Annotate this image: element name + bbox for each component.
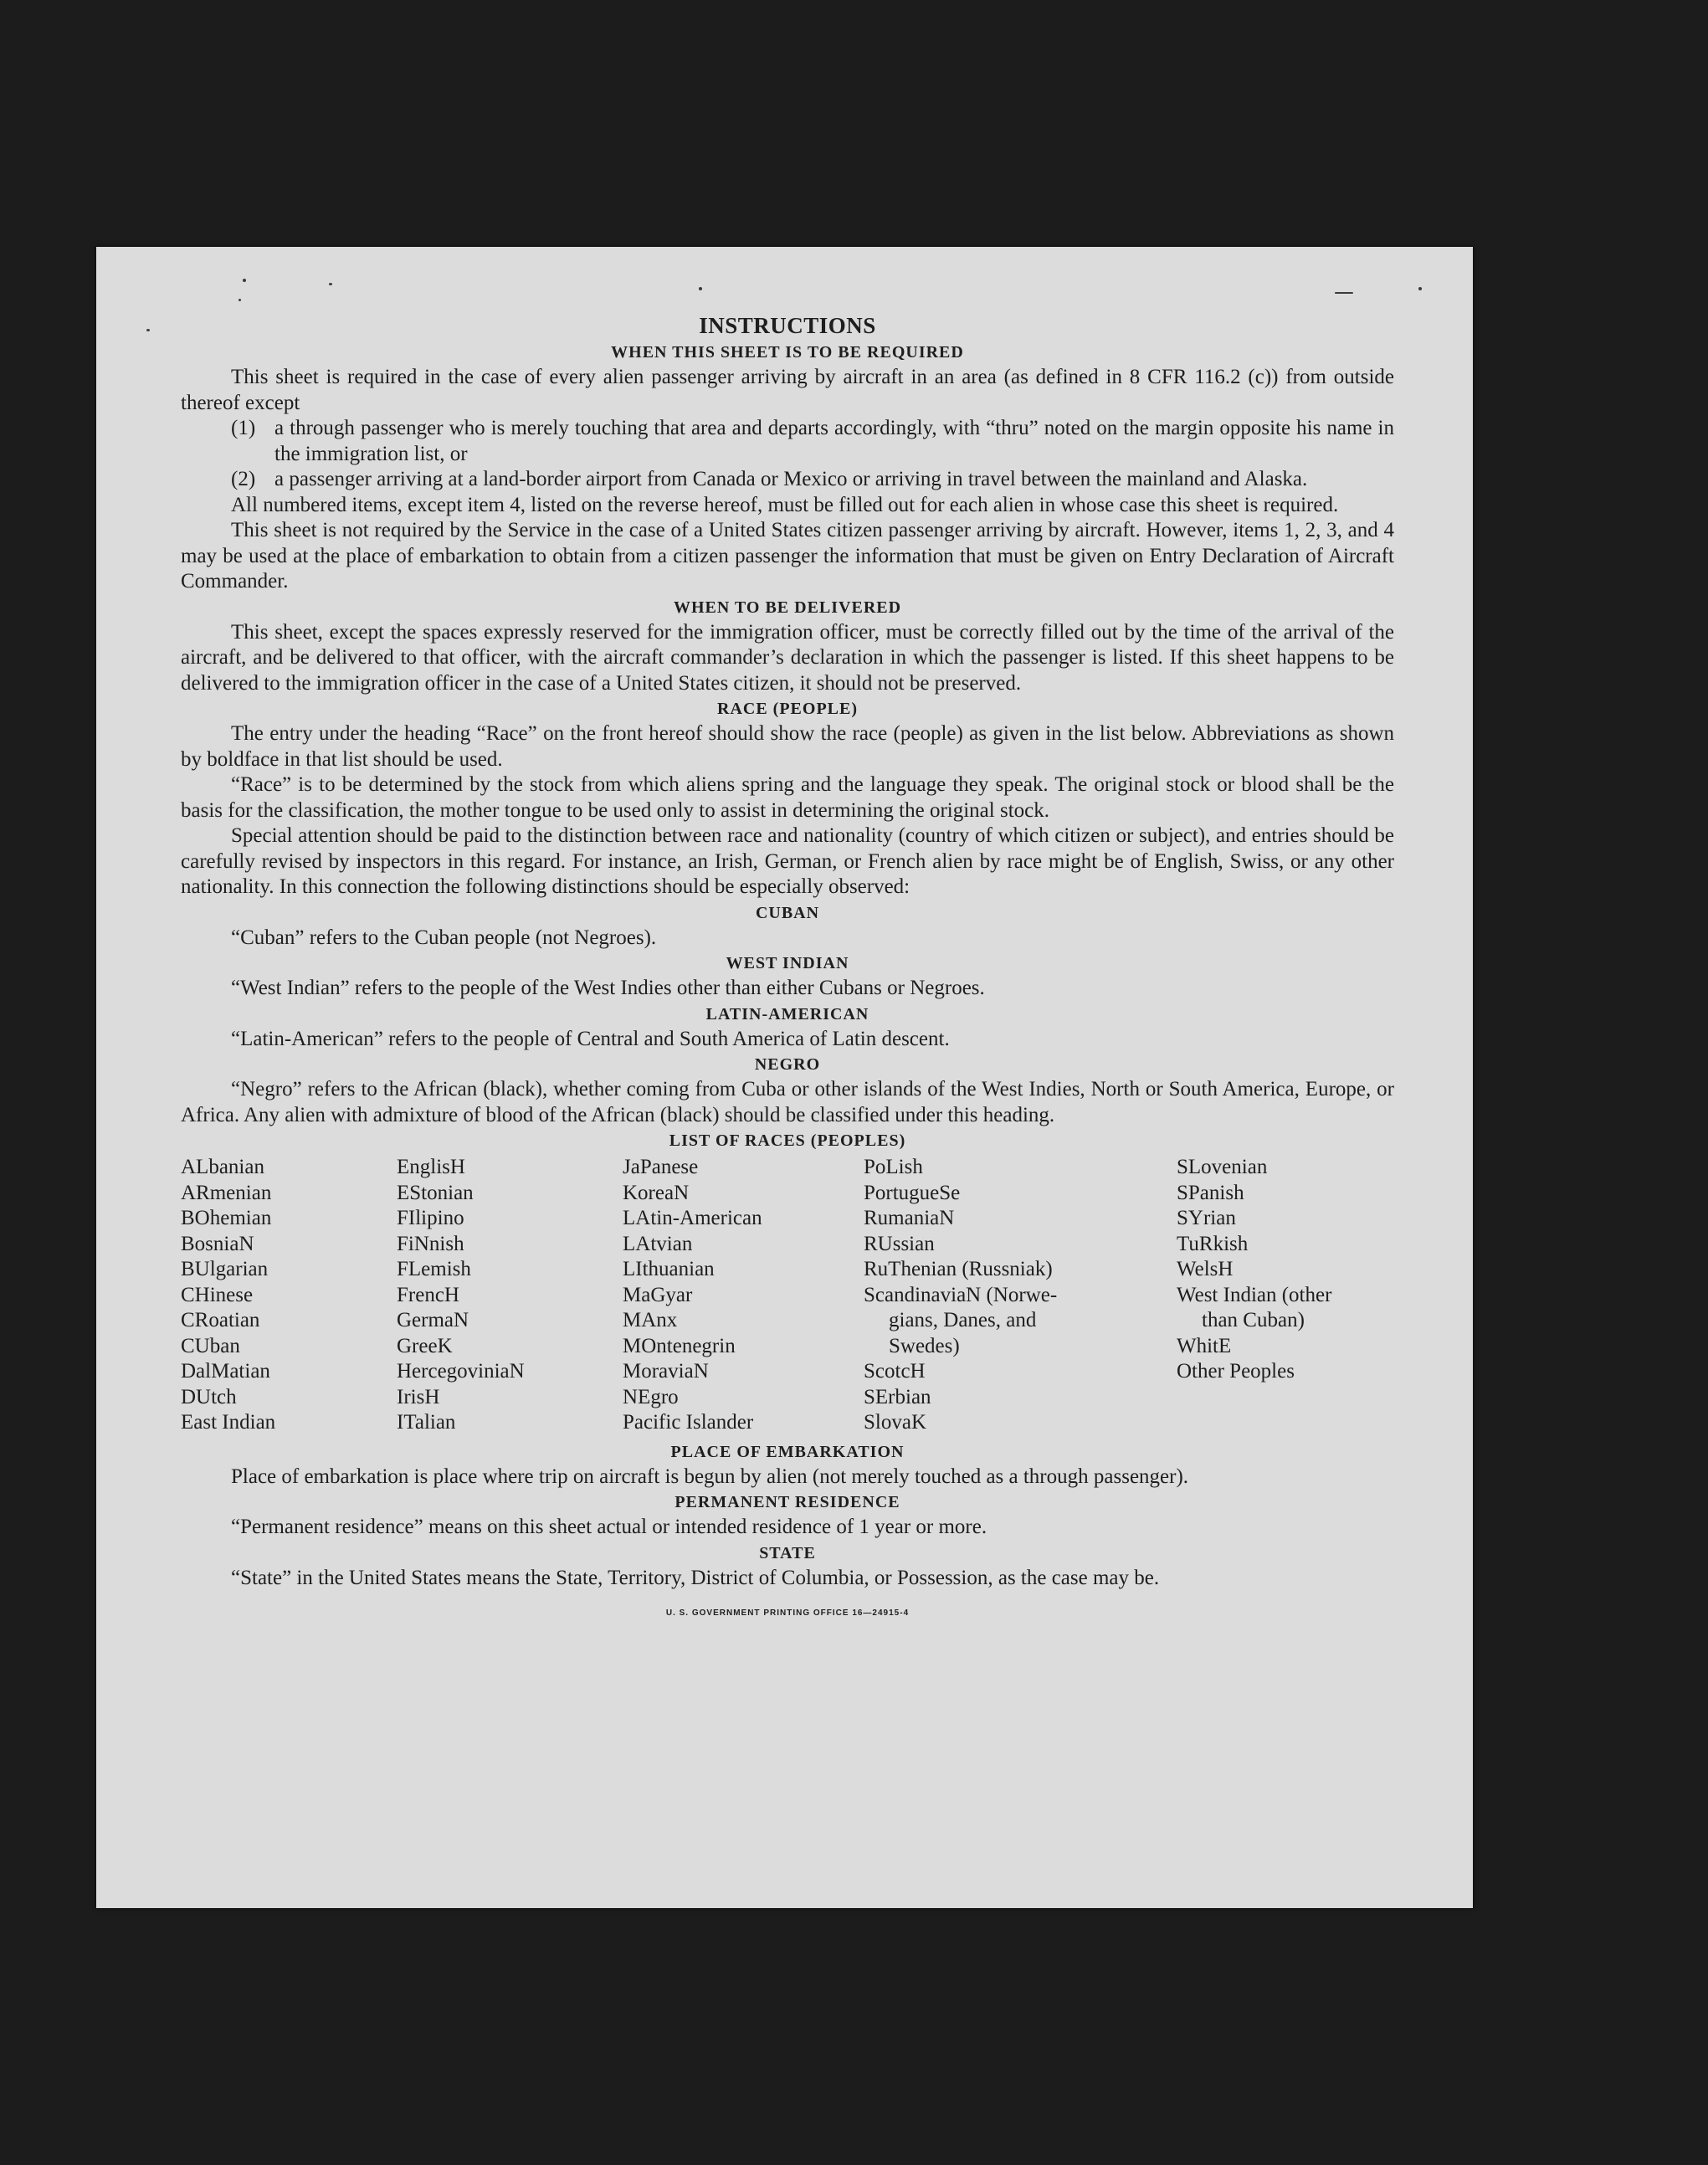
race-name: DalMatian (181, 1360, 270, 1383)
race-name: WelsH (1177, 1258, 1234, 1280)
race-name: CHinese (181, 1283, 254, 1306)
heading-state: STATE (759, 1543, 816, 1562)
race-column-5 (1177, 1155, 1394, 1436)
definition-latin-american: “Latin-American” refers to the people of Central and South America of Latin descent. (231, 1027, 950, 1050)
exception-text: a through passenger who is merely touching that area and departs accordingly, with “thru” noted on the margin opposite his name in the immigration list, or (274, 417, 1394, 465)
race-name: CUban (181, 1334, 240, 1357)
race-column-3 (623, 1155, 864, 1436)
heading-embarkation: PLACE OF EMBARKATION (670, 1442, 905, 1461)
heading-cuban: CUBAN (755, 903, 820, 922)
exception-item-1 (231, 416, 1394, 467)
delivered-para: This sheet, except the spaces expressly reserved for the immigration officer, must be correctly filled out by the time of the arrival of the aircraft, and be delivered to that officer, with the aircraft commander’s declaration in which the passenger is listed. If this sheet happens to be delivered to the immigration officer in the case of a United States citizen, it should not be preserved. (181, 620, 1394, 695)
race-list (181, 1155, 1394, 1436)
race-name: ScotcH (864, 1360, 926, 1383)
definition-west-indian: “West Indian” refers to the people of the West Indies other than either Cubans or Negroes. (231, 977, 985, 999)
race-para-3: Special attention should be paid to the distinction between race and nationality (country of which citizen or subject), and entries should be carefully revised by inspectors in this regard. For instance, an Irish, German, or French alien by race might be of English, Swiss, or any other nationality. In this connection the following distinctions should be especially observed: (181, 824, 1394, 898)
race-name: Pacific Islander (623, 1411, 754, 1434)
heading-negro: NEGRO (754, 1055, 821, 1074)
race-name: EStonian (397, 1181, 474, 1204)
race-name: BOhemian (181, 1207, 272, 1229)
paper-speck (243, 279, 246, 282)
heading-when-required: WHEN THIS SHEET IS TO BE REQUIRED (611, 343, 964, 362)
race-name: MaGyar (623, 1283, 693, 1306)
race-name: SYrian (1177, 1207, 1236, 1229)
race-column-4 (864, 1155, 1177, 1436)
race-name: Other Peoples (1177, 1360, 1295, 1383)
race-name: ALbanian (181, 1156, 264, 1178)
state-text: “State” in the United States means the State, Territory, District of Columbia, or Possession, as the case may be. (231, 1566, 1160, 1589)
race-name: DUtch (181, 1385, 237, 1408)
race-name: MoraviaN (623, 1360, 709, 1383)
race-name: IrisH (397, 1385, 440, 1408)
definition-cuban: “Cuban” refers to the Cuban people (not Negroes). (231, 926, 657, 949)
race-name: RumaniaN (864, 1207, 955, 1229)
heading-latin-american: LATIN-AMERICAN (705, 1004, 869, 1024)
race-name: East Indian (181, 1411, 276, 1434)
race-name: NEgro (623, 1385, 679, 1408)
required-para-3: This sheet is not required by the Service in the case of a United States citizen passenger arriving by aircraft. However, items 1, 2, 3, and 4 may be used at the place of embarkation to obtain from a citizen passenger the information that must be given on Entry Declaration of Aircraft Commander. (181, 519, 1394, 593)
race-name: JaPanese (623, 1156, 699, 1178)
heading-west-indian: WEST INDIAN (726, 954, 849, 972)
heading-when-delivered: WHEN TO BE DELIVERED (673, 598, 902, 617)
race-name-scandinavian-cont: gians, Danes, and (889, 1309, 1037, 1331)
paper-speck (239, 299, 241, 301)
race-para-1: The entry under the heading “Race” on the front hereof should show the race (people) as given in the list below. Abbreviations as shown by boldface in that list should be used. (181, 722, 1394, 771)
document-sheet (96, 247, 1473, 1908)
race-name: PoLish (864, 1156, 923, 1178)
race-name: MAnx (623, 1309, 678, 1331)
race-name: CRoatian (181, 1309, 260, 1331)
paper-speck (1418, 287, 1422, 290)
race-name: ITalian (397, 1411, 456, 1434)
race-name: BUlgarian (181, 1258, 269, 1280)
race-name: RuThenian (Russniak) (864, 1258, 1053, 1280)
race-name: BosniaN (181, 1232, 254, 1255)
race-name: KoreaN (623, 1181, 690, 1204)
paper-speck (329, 283, 332, 285)
embarkation-text: Place of embarkation is place where trip on aircraft is begun by alien (not merely touched as a through passenger). (231, 1465, 1189, 1488)
instructions-content (181, 311, 1394, 1627)
race-name: ARmenian (181, 1181, 272, 1204)
race-name: WhitE (1177, 1334, 1232, 1357)
paper-speck (1335, 292, 1353, 294)
race-name: MOntenegrin (623, 1334, 736, 1357)
race-name: LIthuanian (623, 1258, 715, 1280)
exception-number: (2) (231, 468, 256, 490)
race-name: SErbian (864, 1385, 931, 1408)
exception-item-2 (231, 467, 1394, 493)
race-column-2 (397, 1155, 623, 1436)
printing-office-footer: U. S. GOVERNMENT PRINTING OFFICE 16—24915-4 (665, 1608, 910, 1618)
race-para-2: “Race” is to be determined by the stock from which aliens spring and the language they speak. The original stock or blood shall be the basis for the classification, the mother tongue to be used only to assist in determining the original stock. (181, 773, 1394, 822)
race-name-west-indian: West Indian (other (1177, 1283, 1332, 1306)
race-name: FiNnish (397, 1232, 464, 1255)
race-name: LAtin-American (623, 1207, 762, 1229)
race-name: RUssian (864, 1232, 935, 1255)
required-intro: This sheet is required in the case of every alien passenger arriving by aircraft in an area (as defined in 8 CFR 116.2 (c)) from outside thereof except (181, 366, 1394, 414)
paper-speck (146, 329, 150, 331)
race-name: HercegoviniaN (397, 1360, 525, 1383)
race-name: SLovenian (1177, 1156, 1268, 1178)
page-title: INSTRUCTIONS (699, 313, 876, 338)
race-name: GermaN (397, 1309, 469, 1331)
race-name: LAtvian (623, 1232, 693, 1255)
race-name: TuRkish (1177, 1232, 1249, 1255)
race-name: FIlipino (397, 1207, 464, 1229)
race-name-scandinavian: ScandinaviaN (Norwe- (864, 1283, 1058, 1306)
heading-permanent-residence: PERMANENT RESIDENCE (674, 1493, 900, 1511)
heading-list-of-races: LIST OF RACES (PEOPLES) (669, 1131, 906, 1150)
race-name-west-indian-cont: than Cuban) (1202, 1309, 1305, 1331)
exception-number: (1) (231, 417, 256, 439)
race-name: FLemish (397, 1258, 471, 1280)
race-name: SlovaK (864, 1411, 926, 1434)
definition-negro: “Negro” refers to the African (black), whether coming from Cuba or other islands of the West Indies, North or South America, Europe, or Africa. Any alien with admixture of blood of the African (black) should be classified under this heading. (181, 1078, 1394, 1126)
residence-text: “Permanent residence” means on this sheet actual or intended residence of 1 year or more. (231, 1516, 987, 1538)
race-name: PortugueSe (864, 1181, 961, 1204)
race-name: SPanish (1177, 1181, 1244, 1204)
race-name-scandinavian-cont: Swedes) (889, 1334, 960, 1357)
exception-text: a passenger arriving at a land-border airport from Canada or Mexico or arriving in travel between the mainland and Alaska. (274, 468, 1308, 490)
required-para-2: All numbered items, except item 4, listed on the reverse hereof, must be filled out for each alien in whose case this sheet is required. (231, 493, 1339, 516)
race-column-1 (181, 1155, 397, 1436)
heading-race: RACE (PEOPLE) (717, 700, 858, 718)
race-name: FrencH (397, 1283, 459, 1306)
race-name: GreeK (397, 1334, 453, 1357)
race-name: EnglisH (397, 1156, 465, 1178)
paper-speck (699, 287, 702, 290)
